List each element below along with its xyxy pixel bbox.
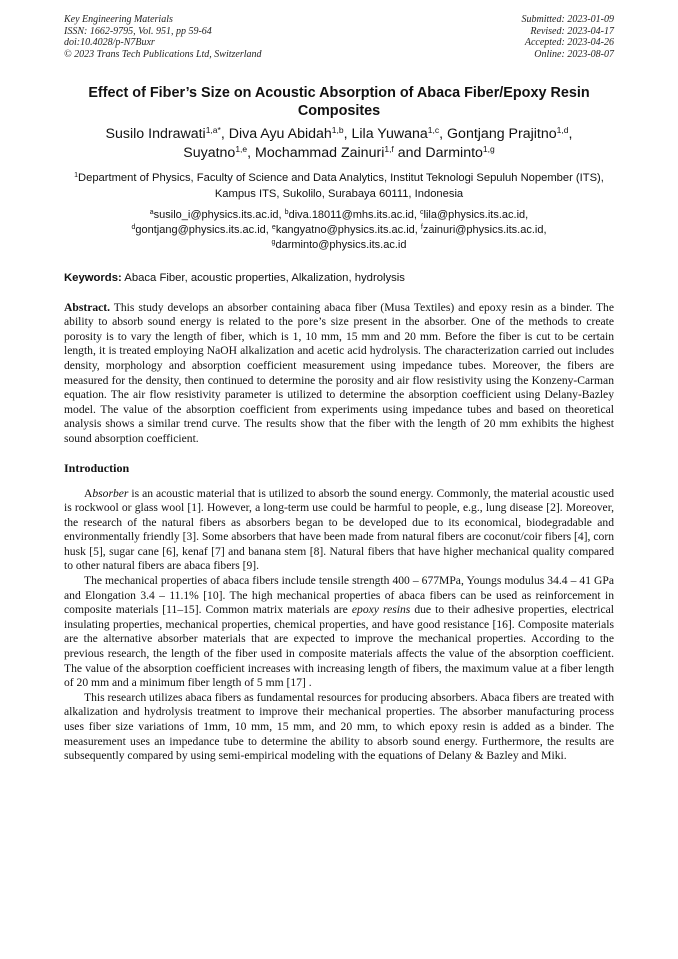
issn: ISSN: 1662-9795, Vol. 951, pp 59-64 [64, 25, 212, 37]
abstract-text: This study develops an absorber containing abaca fiber (Musa Textiles) and epoxy resin as a binder. The ability to absorb sound energy is related to the pore’s size present in the absorber. One of the methods to create porosity is to vary the length of fiber, which is 1, 10 mm, 15 mm and 20 mm. Before the fiber is cut to be certain length, it is treated employing NaOH alkalization and acetic acid hydrolysis. The characterization carried out includes density, morphology and absorption coefficient measurement using impedance tubes. Moreover, the fibers are measured for the density, then continued to determine the porosity and air flow resistivity using the Konzeny-Carman equation. The air flow resistivity parameter is utilized to determine the absorption coefficient using Delany-Bazley model. The value of the absorption coefficient from experiments using impedance tubes and based on theoretical analysis shows a similar trend curve. The results show that the fiber with the length of 20 mm exhibits the highest sound absorption coefficient. [64, 300, 614, 445]
accepted-date: Accepted: 2023-04-26 [524, 37, 614, 49]
author: Gontjang Prajitno$^{1,d}$, [447, 125, 573, 143]
abstract-label: Abstract. [64, 300, 111, 314]
email-address[interactable]: $^b$diva.18011@mhs.its.ac.id [284, 209, 414, 222]
author: Diva Ayu Abidah$^{1,b}$, [228, 125, 352, 143]
author: Lila Yuwana$^{1,c}$, [351, 125, 448, 143]
journal-info [64, 14, 262, 60]
author: Darminto$^{1,g}$ [425, 143, 495, 161]
author: Susilo Indrawati$^{1,a*}$, [105, 125, 229, 143]
publication-header [64, 14, 614, 60]
email-address[interactable]: $^g$darminto@physics.its.ac.id [271, 238, 407, 251]
revised-date: Revised: 2023-04-17 [530, 25, 614, 37]
email-address[interactable]: $^e$kangyatno@physics.its.ac.id [271, 223, 415, 236]
author: Mochammad Zainuri$^{1,f}$ and [255, 143, 426, 161]
introduction-body [64, 487, 614, 764]
keywords [64, 271, 614, 285]
journal-name: Key Engineering Materials [64, 14, 173, 25]
intro-paragraph-1: Absorber is an acoustic material that is utilized to absorb the sound energy. Commonly, the material acoustic used is rockwool or glass wool [1]. However, a long-term use could be harmful to people, e.g., lung disease [2]. Moreover, the research of the natural fibers as absorbers began to be developed due to its economical, biodegradable and environmentally friendly [3]. Some absorbers that have been made from natural fibers are coconut/coir fibers [4], corn husk [5], sugar cane [6], kenaf [7] and banana stem [8]. Natural fibers that have higher mechanical quality compared to other natural fibers are abaca fibers [9]. [64, 486, 614, 573]
abstract [64, 301, 614, 447]
author: Suyatno$^{1,e}$, [183, 143, 256, 161]
submitted-date: Submitted: 2023-01-09 [521, 14, 614, 25]
author-list [64, 125, 614, 162]
email-address[interactable]: $^d$gontjang@physics.its.ac.id [131, 223, 266, 236]
history-dates [522, 14, 615, 60]
section-heading-introduction: Introduction [64, 460, 130, 475]
email-address[interactable]: $^a$susilo_i@physics.its.ac.id [149, 209, 279, 222]
keywords-text: Abaca Fiber, acoustic properties, Alkalization, hydrolysis [124, 271, 405, 284]
paper-title: Effect of Fiber’s Size on Acoustic Absorption of Abaca Fiber/Epoxy Resin Composites [88, 85, 590, 120]
intro-paragraph-2: The mechanical properties of abaca fibers include tensile strength 400 – 677MPa, Youngs modulus 34.4 – 41 GPa and Elongation 3.4 – 11.1% [10]. The high mechanical properties of abaca fibers can be used as reinforcement in composite materials [11–15]. Common matrix materials are epoxy resins due to their adhesive properties, electrical insulating properties, mechanical properties, chemical properties, and have good resistance [16]. Composite materials are the alternative absorber materials that are expected to improve the mechanical properties. According to the previous research, the length of the fiber used in composite materials affects the value of the absorption coefficient. The value of the absorption coefficient increases with increasing length of fibers, the maximum value at a fiber length of 20 mm and a minimum fiber length of 5 mm [17] . [64, 574, 614, 690]
keywords-label: Keywords: [64, 271, 122, 284]
email-address[interactable]: $^f$zainuri@physics.its.ac.id [420, 223, 544, 236]
copyright: © 2023 Trans Tech Publications Ltd, Switzerland [64, 48, 262, 60]
email-list: $^a$susilo_i@physics.its.ac.id, $^b$diva.18011@mhs.its.ac.id, $^c$lila@physics.its.ac.id, $^d$gontjang@physics.its.ac.id, $^e$kangyatno@physics.its.ac.id, $^f$zainuri@physics.its.ac.id, $^g$darminto@physics.its.ac.id [131, 209, 547, 251]
doi: doi:10.4028/p-N7Buxr [64, 37, 155, 49]
online-date: Online: 2023-08-07 [534, 48, 614, 60]
affiliation: $^1$Department of Physics, Faculty of Science and Data Analytics, Institut Teknologi Sepuluh Nopember (ITS), Kampus ITS, Sukolilo, Surabaya 60111, Indonesia [74, 172, 604, 200]
intro-paragraph-3: This research utilizes abaca fibers as fundamental resources for producing absorbers. Abaca fibers are treated with alkalization and hydrolysis treatment to improve their mechanical properties. The absorber manufacturing process uses fiber size variations of 1mm, 10 mm, 15 mm, and 20 mm, to which epoxy resin is added as a binder. The measurement uses an impedance tube to determine the ability to absorb sound energy. Furthermore, the results are subsequently compared by using semi-empirical modeling with the equations of Delany & Bazley and Miki. [64, 690, 614, 763]
email-address[interactable]: $^c$lila@physics.its.ac.id [420, 209, 526, 222]
